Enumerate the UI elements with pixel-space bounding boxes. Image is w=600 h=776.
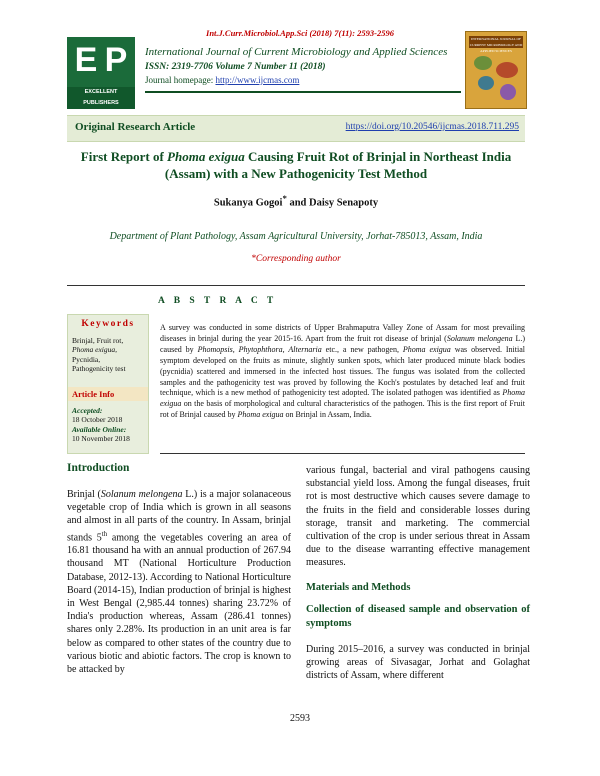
abstract-italic: Phomopsis, Phytophthora, Alternaria [197, 344, 322, 354]
logo-band-line-2: PUBLISHERS [83, 100, 119, 106]
subsection-heading: Collection of diseased sample and observation of symptoms [306, 603, 530, 629]
intro-superscript: th [101, 529, 108, 538]
intro-segment: among the vegetables covering an area of 16.81 thousand ha with an annual production of 267.94 thousand MT (National Horticulture Production Database, 2012-13). According to National Horticulture Board (2014-15), Indian production of brinjal is highest in West Bengal (2,985.44 tonnes) sharing 23.72% of India's production whereas, Assam (286.41 tonnes) shares only 2.28%. Its production in an unit area is far below as compared to other states of the country due to various biotic and abiotic factors. The crop is known to be attacked by [67, 531, 291, 675]
abstract-segment: A survey was conducted in some districts of Upper Brahmaputra Valley Zone of Assam for most prevailing diseases in brinjal during the year 2015-16. Apart from the fruit rot disease of brinjal ( [160, 323, 525, 343]
article-dates [72, 406, 148, 444]
abstract-italic: Phoma exigua [402, 344, 451, 354]
author-1: Sukanya Gogoi [213, 197, 283, 209]
running-head: Int.J.Curr.Microbiol.App.Sci (2018) 7(11): 2593-2596 [206, 28, 394, 38]
abstract-italic: Phoma exigua [237, 410, 284, 420]
abstract-segment: on Brinjal in Assam, India. [283, 410, 372, 420]
cover-image-blob [500, 84, 516, 100]
homepage-link[interactable]: http://www.ijcmas.com [215, 75, 300, 85]
keyword-item: Phoma exigua, [72, 345, 117, 355]
homepage-label: Journal homepage: [145, 75, 216, 85]
methods-paragraph: During 2015–2016, a survey was conducted in brinjal growing areas of Sivasagar, Jorhat and Golaghat districts of Assam, where different [306, 643, 530, 682]
abstract-segment: L.) caused by [160, 333, 525, 354]
accepted-label: Accepted: [72, 406, 103, 415]
article-type: Original Research Article [75, 121, 196, 133]
keywords-sidebar [67, 314, 149, 454]
header-rule [145, 91, 461, 93]
author-2: and Daisy Senapoty [286, 197, 379, 209]
keyword-item: Pycnidia, [72, 354, 101, 364]
abstract-top-rule [67, 285, 525, 286]
accepted-date: 18 October 2018 [72, 415, 123, 425]
methods-heading: Materials and Methods [306, 581, 411, 593]
intro-segment: L.) is a major solanaceous vegetable crop of India which is grown in all seasons and almost in all parts of the country. In Assam, brinjal stands 5 [67, 489, 291, 543]
left-column [67, 462, 291, 676]
article-type-banner [67, 115, 525, 142]
page-number: 2593 [290, 713, 310, 724]
introduction-paragraph [67, 488, 291, 676]
cover-image-blob [474, 56, 492, 70]
title-part-1: First Report of [80, 149, 168, 164]
doi-link[interactable]: https://doi.org/10.20546/ijcmas.2018.711.295 [345, 122, 519, 132]
article-info-heading: Article Info [68, 387, 148, 401]
article-title [67, 148, 525, 182]
logo-band-line-1: EXCELLENT [84, 89, 118, 95]
keywords-heading: Keywords [81, 319, 135, 329]
journal-homepage [145, 75, 299, 85]
abstract-italic: Solanum melongena [446, 333, 513, 343]
available-date: 10 November 2018 [72, 434, 130, 444]
affiliation: Department of Plant Pathology, Assam Agricultural University, Jorhat-785013, Assam, India [109, 231, 483, 242]
title-italic: Phoma exigua [167, 149, 245, 164]
publisher-logo [67, 37, 135, 109]
issn-line: ISSN: 2319-7706 Volume 7 Number 11 (2018) [145, 62, 326, 72]
logo-letter-e: E [74, 41, 98, 79]
intro-italic: Solanum melongena [100, 489, 183, 500]
corresponding-author-note: *Corresponding author [251, 254, 341, 264]
cover-image-blob [496, 62, 518, 78]
available-label: Available Online: [72, 424, 127, 434]
cover-caption: INTERNATIONAL JOURNAL OF CURRENT MICROBIOLOGY AND APPLIED SCIENCES [469, 37, 523, 53]
abstract-text [160, 323, 525, 421]
right-column [306, 464, 530, 682]
intro-continued-paragraph: various fungal, bacterial and viral pathogens causing substancial yield loss. Among the fungal diseases, fruit rot is most destructive which causes severe damage to the fruits in the field and considerable losses during storage, transit and marketing. The commercial cultivation of the crop is under serious threat in Assam due to the disease warranting effective management measures. [306, 465, 530, 569]
title-part-2: Causing Fruit Rot of Brinjal in Northeast India (Assam) with a New Pathogenicity Test Method [164, 149, 512, 181]
keyword-item: Pathogenicity test [72, 364, 126, 374]
abstract-bottom-rule [160, 453, 525, 454]
journal-title: International Journal of Current Microbiology and Applied Sciences [145, 46, 448, 58]
abstract-segment: was observed. Initial symptom developed on the fruits as minute, slightly sunken spots, which later produced minute black bodies (pycnidia) scattered and immersed in the infected host tissues. The fungus was isolated from the collected samples and the pathogenicity test was proved by following the Koch's postulates by detached leaf and fruit technique, which is a new method of pathogenicity test adopted. The isolated pathogen was identified as [160, 344, 526, 398]
abstract-segment: on the basis of morphological and cultural characteristics of the pathogen. This is the first report of Fruit rot of Brinjal caused by [160, 399, 525, 420]
keyword-item: Brinjal, Fruit rot, [72, 336, 124, 345]
cover-image-blob [478, 76, 494, 90]
journal-cover-image [465, 31, 527, 109]
abstract-segment: etc., a new pathogen, [321, 344, 403, 354]
abstract-italic: Phoma exigua [160, 388, 525, 409]
logo-band [67, 87, 135, 109]
intro-segment: Brinjal ( [67, 489, 101, 500]
abstract-heading: A B S T R A C T [158, 296, 277, 306]
authors [67, 193, 525, 209]
introduction-heading: Introduction [67, 462, 130, 474]
logo-letter-p: P [104, 41, 128, 79]
keywords-list [72, 336, 146, 374]
corresponding-mark: * [282, 193, 287, 203]
